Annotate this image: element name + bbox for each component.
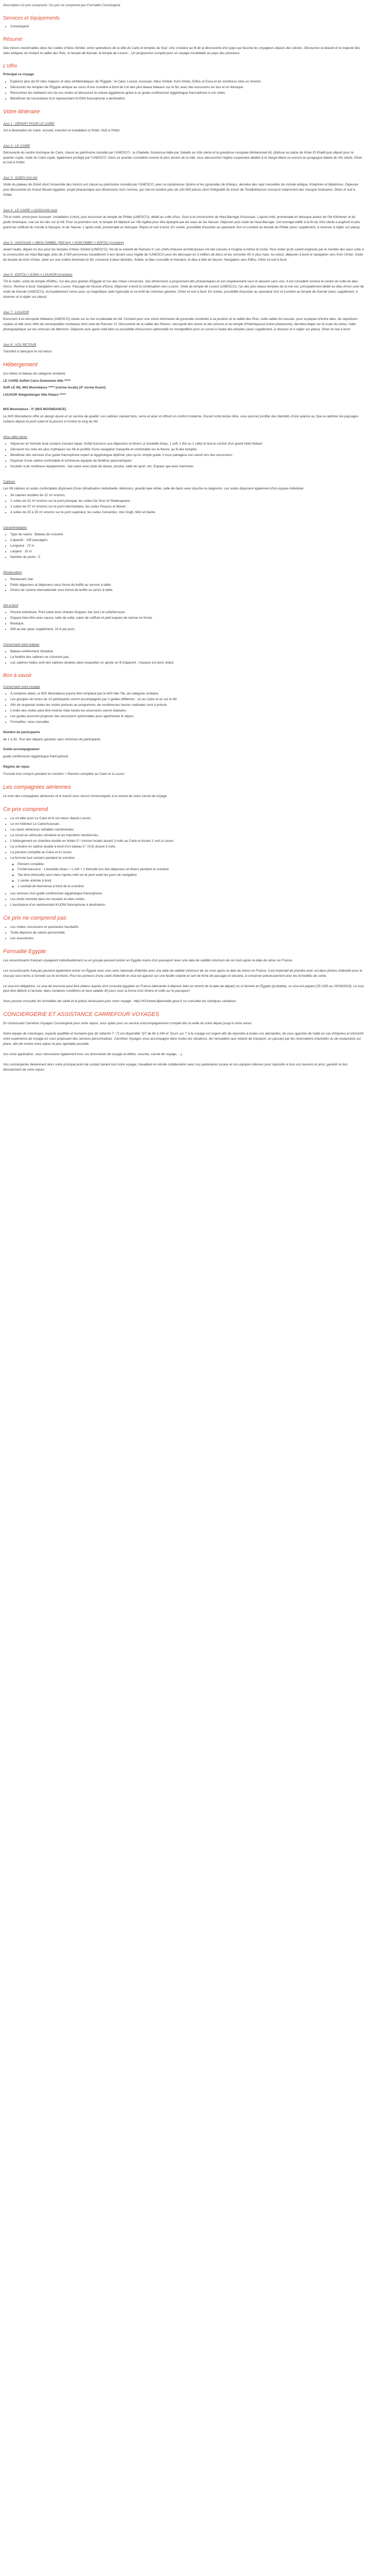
conciergerie-paragraph: Notre équipe de concierges, experte qualifiée et humaine (par dé rattaché 7 / 7) est disponible 7j/7 de 6h à 24h et 7jours sur 7 si le voyage est urgent afin de répondre à toutes vos demandes, de vous apporter de l'aide en cas d'imprévu et d'enrichir votre expérience de voyage en vous proposant des services personnalisés. Carrefour Voyages vous accompagne dans toutes les situations, de l'annulation aux retards de transport, en passant par les réservations d'activités ou de restaurants sur place, afin de rendre votre séjour le plus agréable possible.	[3, 1032, 364, 1046]
day-heading: Jour 2 : LE CAIRE	[3, 144, 30, 148]
list-item: • La pension complète au Caire et à Louxor.	[10, 850, 364, 855]
resume-text: Des trésors inestimables dans les ruelles d'Abou Simbel, entre splendeurs de la ville du Caire et temples du Sud. Une croisière au fil de la découverte d'un pays qui fascine les voyageurs depuis des siècles. Découvrez la beauté et la majesté des sites antiques en visitant la vallée des Rois, le temple de Karnak, le temple de Louxor... Un programme complet pour un voyage inoubliable au pays des pharaons.	[3, 46, 360, 55]
list-item: • La fenêtre des cabines ne s'ouvrent pas.	[10, 655, 364, 660]
hebergement-line: SUR LE NIL M/S Moondance ***** (norme locale) (4* norme Kuoni)	[3, 386, 106, 390]
compagnies-text: Le nom des compagnies aériennes et le transit vous seront communiqués à la remise de votre carnet de voyage	[3, 794, 167, 799]
list-item: • Capacité : 145 passagers	[10, 538, 364, 543]
list-item: • La croisière en cabine double à bord d'un bateau 5 * (4,5) durant 3 nuits.	[10, 844, 364, 850]
list-item: • Longueur : 72 m	[10, 544, 364, 549]
intro-line: Description Ce prix comprend / Ce prix ne comprend pas Formalité Conciergerie	[3, 4, 121, 7]
list-item: • Découvrir les rives les plus mythiques sur Nil et profiter d'une navigation tranquille et confortable sur le fleuve, au fil des temples.	[10, 447, 364, 452]
list-item: • Dîners de cuisine internationale sous forme de buffet ou servis à table.	[10, 588, 364, 593]
list-item: • Largeur : 15 m	[10, 549, 364, 554]
list-item: • Les services d'un guide conférencier égyptologue francophone.	[10, 891, 364, 896]
day-text: Avant l'aube, départ en bus pour les temples d'Abou Simbel (UNESCO). Né de la volonté de Ramsès II, ces chefs-d'œuvre architecturaux ont été creusés à l'origine à même la roche. Pour éviter qu'ils soient engloutis par le montée des eaux suite à la construction du Haut-Barrage, près de 3 000 personnes travaillèrent 3 ans durant sous l'égide de l'UNESCO pour les découper en 3 milliers de blocs et les remonter 65 m plus haut. Au retour, déjeuner à bord et navigation vers Kom Ombo. Visite du temple de Kom Ombo, situé sur une colline dominant le Nil, consacré à deux divinités, Sobek, le dieu crocodile et Haroéris, le dieu à tête de faucon. Navigation vers Edfou. Dîner et nuit à bord.	[3, 247, 364, 262]
list-item: • Les taxes aériennes variables mentionnées.	[10, 827, 364, 833]
day-text: Tôt le matin, envol pour Assouan. Installation à bord, puis excursion au temple de Philae (UNESCO), dédié au culte d'Isis. Suivi à la construction du Haut-Barrage d'Assouan. L'après-midi, promenade en felouque autour de l'île Kitchener et du jardin botanique, vue sur les îles sur le Nil. Pour sa première nuit, le temple fut déplacé sur l'île Agilkia pour être épargné par les eaux du lac Nasser. Déjeuner puis visite du Haut-Barrage. Cet ouvrage édifié à la fin du XXe siècle a englouti le plus grand lac artificiel du monde à l'époque, le lac Nasser. L'après-midi, promenade en felouque. Repos et nuit à bord. En soirée, possibilité d'assister au spectacle Son et Lumière au temple de Philae (avec supplément, à réserver à régler sur place).	[3, 215, 361, 229]
offre-list	[10, 79, 364, 101]
environnement-list	[10, 649, 364, 666]
day-heading: Jour 3 : GIZEH (Vol int)	[3, 176, 38, 180]
conciergerie-paragraph: Vos conciergeries deviennent alors votre principal point de contact durant tout votre voyage, travaillent en étroite collaboration avec nos partenaires locaux et nos équipes internes pour répondre à tous vos besoins et ainsi, garantir le bon déroulement de votre séjour.	[3, 1062, 348, 1072]
compagnies-title: Les compagnies aériennes	[3, 784, 71, 791]
participants-text: de 1 à 30. Tour des départs garantis sans minimum de participants.	[3, 737, 102, 741]
services-list	[10, 24, 364, 29]
list-item: • Petits déjeuners et déjeuners sous forme de buffet au service à table.	[10, 583, 364, 588]
boat-heading: M/S Moondance - 5* (M/S MOONDANCE)	[3, 408, 67, 412]
hebergement-line: (ou hôtels et bateau de catégorie similaire)	[3, 371, 66, 376]
repas-text: Formule tout compris pendant la croisière + Pension complète au Caire et à Louxor	[3, 772, 125, 776]
list-item: • Rencontrez les habitants lors de vos visites et découvrez la culture égyptienne grâce à un guide conférencier égyptologue francophone à vos côtés.	[10, 91, 364, 96]
page-content	[3, 3, 364, 1073]
formalite-title: Formalité Egypte	[3, 948, 46, 955]
hebergement-title: Hébergement	[3, 361, 38, 368]
bon-savoir-heading: Concernant votre voyage	[3, 685, 40, 689]
vous-aimez-list	[10, 442, 364, 469]
prix-ne-comprend-list	[10, 925, 364, 941]
cabines-heading: Cabines	[3, 480, 15, 484]
list-item: • Espace bien-être avec sauna, salle de sotta, salon de coiffure et petit espace de remise en forme.	[10, 616, 364, 621]
prix-comprend-list	[10, 816, 364, 908]
hebergement-line: LE CAIRE Sofitel Cairo Downtown Nile *****	[3, 379, 71, 383]
guide-text: guide conférencier égyptologue francophone	[3, 755, 69, 759]
day-text: Excursion à la nécropole thébaine (UNESCO) située sur la rive occidentale du Nil. Occitant pour une vision étonnante de pyramide combinée à sa position et la vallée des Rois, cette vallée fut creusée, pour la plupart d'entre elles, de sépultures royales et elle nous offre de remarquables tombeaux dont celui de Ramsès VI. Découverte de la vallée des Reines, nécropole des reines et des princes et du temple d'Hatchepsout (reine pharaonne), dernière étape sur la route du retour, halte photographique sur les colosses de Memnon. Déjeuner puis après-midi libre ou possibilité d'excursion optionnelle en montgolfière pour un survol à l'aube des temples (avec supplément, à réserver et à régler sur place). Dîner et nuit à bord.	[3, 317, 358, 331]
list-item: • 2 suites de 37 m² environ sur le pont intermédiaire, les suites Picasso et Monet ;	[10, 504, 364, 510]
list-item: ◦ Forfait boissons : 1 bouteille d'eau + 1 soft + 1 thé/café lors des déjeuners et dîners pendant la croisière	[18, 867, 364, 872]
formalite-link[interactable]: Vous pouvez consulter les formalités de santé et la police nécessaire pour votre voyage : http://XXXwww.diplomatie.gouv.fr ou consulter les rubriques sanitaires.	[3, 999, 237, 1004]
itineraire-title: Votre itinéraire	[3, 108, 40, 115]
list-item: ◦ 1 cocktail de bienvenue à bord de la croisière	[18, 884, 364, 889]
list-item: • Les visites, excursions et spectacles facultatifs.	[10, 925, 364, 930]
list-item: • 4 suites de 25 à 35 m² environ sur le pont supérieur, les suites Cervantes, Van Gogh, Mirò et Dante.	[10, 510, 364, 515]
cabines-text: Les 56 cabines et suites confortables disposent d'une climatisation individuelle, télévision, grande baie vitrée, salle de bains avec douche ou baignoire. Les suites disposent également d'un espace individuel.	[3, 486, 304, 490]
resume-title: Résumé	[3, 37, 23, 43]
list-item: ◦ 1 soirée animée à bord	[18, 878, 364, 884]
list-item: • Type de navire : Bateau de croisière	[10, 532, 364, 537]
day-text: Transfert à l'aéroport et vol retour.	[3, 349, 53, 353]
vous-aimez-heading: Vous allez aimer	[3, 435, 28, 439]
formalite-paragraph: Le visa est obligatoire. Le visa de tourisme peut être obtenu auprès d'un consulat égyptien en France (demande à déposer bien en amont de la date de départ) ou à l'arrivée en Égypte (probable), ce visa est payant (25 USD au 15/04/2023). Le visa peut être délivré à l'arrivée, dans certaines conditions et sera valable 30 jours sous la forme d'un timbre et collé sur le passeport.	[3, 984, 364, 993]
list-item: • L'hébergement en chambre double en hôtels 5 * (norme locale) durant 3 nuits au Caire et durant 1 nuit à Louxor.	[10, 839, 364, 844]
services-title: Services et équipements	[3, 15, 60, 21]
restauration-list	[10, 577, 364, 594]
vie-a-bord-list	[10, 610, 364, 632]
list-item: • Piscine extérieure. Pont soleil avec chaises longues, bar (ext.) et sofa/terrasse.	[10, 610, 364, 615]
list-item: • Les guides pourront proposer des excursions optionnelles pour agrémenter le séjour.	[10, 714, 364, 719]
day-heading: Jour 6 : EDFOU > ESNA > LOUXOR (croisière)	[3, 273, 73, 277]
list-item: • Le vol aller pour Le Caire et le vol retour depuis Louxor.	[10, 816, 364, 821]
list-item: • L'assistance d'un représentant KUONI francophone à destination.	[10, 903, 364, 908]
list-item: • Restaurant, bar.	[10, 577, 364, 582]
caracteristiques-heading: Caractéristiques	[3, 526, 27, 530]
guide-heading: Guide accompagnateur	[3, 748, 40, 752]
list-item: • Le circuit en véhicules climatisé et les transferts mentionnés.	[10, 833, 364, 838]
list-item: • Les cabines triples sont des cabines doubles dans lesquelles on ajoute un lit d'appoint ; l'espace est donc réduit.	[10, 660, 364, 666]
list-item: • Boutique.	[10, 621, 364, 626]
offre-title: L'offre	[3, 63, 18, 69]
day-text: Visite du plateau de Gizeh dont l'ensemble des trésors est classé au patrimoine mondial par l'UNESCO, avec la mystérieuse Sphinx et les pyramides de Khéops, dernière des sept merveilles du monde antique, Khéphren et Mykérinos. Déjeuner puis découverte du Grand Musée égyptien, projet pharaonique aux dimensions hors normes, qui met en lumière plus de 100 000 pièces dont l'intégralité du trésor de Toutânkhamon consacré notamment des masque funéraires. Dîner et nuit à l'hôtel.	[3, 183, 359, 197]
list-item: • Les droits d'entrée dans les musées et sites visités.	[10, 897, 364, 902]
day-heading: Jour 8 : VOL RETOUR	[3, 343, 37, 347]
list-item: • À certaines dates, le M/S Moondance pourra être remplacé par le M/S Nile Tiki, de catégorie similaire.	[10, 691, 364, 697]
conciergerie-paragraph: En choisissant Carrefour Voyages Conciergerie pour votre séjour, vous optez pour un service d'accompagnement complet dès la veille du votre départ jusqu'à votre retour.	[3, 1022, 252, 1026]
list-item: • Explorez plus de 50 sites majeurs et sites emblématiques de l'Egypte : le Caire, Louxor, Assouan, Abou Simbel, Kom Ombo, Edfou et Esna et de nombreux sites en chemin.	[10, 79, 364, 84]
day-heading: Jour 4 : LE CAIRE > ASSOUAN (vol)	[3, 209, 57, 213]
list-item: • Toute dépense de nature personnelle.	[10, 930, 364, 936]
day-text: Tôt le matin, visite du temple d'Edfou, l'un des plus grands d'Egypte et l'un des mieux conservés. Ses dimensions à proprement dits pharaoniques et son emplacement vous le laissent sans voix. Il est considéré comme le centre du culte du dieu Horus. Remise à bord. Navigation vers Louxor. Passage de l'écluse d'Esna. Déjeuner à bord et continuation vers Louxor. Visite du temple de Louxor (UNESCO), l'un des plus beaux temples de la rive est, principalement dédié au dieu Amon suivi de visite de Karnak (UNESCO), incroyablement connu pour sa magnifique salle hypostyle et sa forêt de colonnes géantes. Dîner et nuit à bord. En soirée, possibilité d'assister au spectacle Son et Lumière au temple de Karnak (avec supplément, à réserver et à régler sur place).	[3, 280, 364, 299]
list-item: • L'ordre des visites peut être inversé mais toutes les excursions seront réalisées.	[10, 708, 364, 714]
formalite-paragraph: Les ressortissants français voyageant individuellement ou en groupe peuvent entrer en Egypte munis d'un passeport avec une date de validité minimum de six mois après la date de retour en France.	[3, 958, 294, 962]
day-heading: Jour 1 : DÉPART POUR LE CAIRE	[3, 122, 55, 126]
list-item: ◦ Pension complète	[18, 862, 364, 867]
list-item	[10, 856, 364, 890]
prix-comprend-title: Ce prix comprend	[3, 806, 48, 813]
day-text: Vol à destination du Caire. Accueil, transfert et installation à l'hôtel. Nuit à l'hôtel.	[3, 128, 120, 132]
list-item: • Wifi au bar (avec supplément, 10 € par jour).	[10, 627, 364, 632]
repas-heading: Régime de repas	[3, 765, 30, 769]
cabines-list	[10, 493, 364, 515]
list-item: • Nombre de ponts : 5	[10, 555, 364, 560]
prix-comprend-sublist	[18, 862, 364, 890]
list-item: • Le vol intérieur Le Caire/Assouan.	[10, 822, 364, 827]
prix-ne-comprend-title: Ce prix ne comprend pas	[3, 914, 67, 921]
list-item: • Disposer d'une cabine confortable et lumineuse équipée de fenêtres panoramiques.	[10, 459, 364, 464]
day-heading: Jour 5 : ASSOUAN > ABOU SIMBEL (500 km) > KOM OMBO > EDFOU (croisière)	[3, 241, 124, 245]
formalite-paragraph: Les ressortissants français peuvent également entrer en Égypte avec une carte nationale d'identité avec une date de validité minimum de six mois après la date de retour en France. Il est impératif de prendre avec soi deux photos d'identité pour le visa qui sera remis à l'arrivée sur le territoire. Pour les porteurs d'une carte d'identité le visa est apposé sur une feuille volante et sert de fiche de passage en douane, à conserver précieusement pour les formalités de sortie.	[3, 969, 363, 978]
list-item: • Découvrez les temples de l'Egypte antique au cours d'une croisière à bord de l'un des plus beaux bateaux sur le Nil, avec des excursions en bus et en felouque.	[10, 85, 364, 90]
offre-subtitle: Principal ce voyage	[3, 73, 34, 77]
list-item: • Bénéficiez de l'assistance d'un représentant KUONI francophone à destination.	[10, 96, 364, 101]
caracteristiques-list	[10, 532, 364, 560]
participants-heading: Nombre de participants	[3, 730, 40, 734]
list-item: • Séjourner en formule boat compris incluant repas, forfait boissons aux déjeuners et dîners (1 bouteille d'eau, 1 soft, 1 thé ou 1 café) et tout le confort d'un grand hôtel flottant.	[10, 442, 364, 447]
list-item: • Afin de respecter toutes les visites prévues au programme, de nombreuses heures matinales sont à prévoir.	[10, 703, 364, 708]
environnement-heading: Concernant votre bateau	[3, 642, 40, 647]
list-item: • Accéder à de nombreux équipements : bar-salon avec piste de danse, piscine, salle de sport, etc. Espace spa avec hammam.	[10, 464, 364, 469]
list-item: • Bénéficier des services d'un guide francophone expert et égyptologue diplômé, plus qu'un simple guide, il vous partagera son savoir lors des excursions.	[10, 453, 364, 458]
conciergerie-title: CONCIERGERIE ET ASSISTANCE CARREFOUR VOYAGES	[3, 1011, 159, 1018]
list-item: • Bateau entièrement climatisé.	[10, 649, 364, 654]
bon-savoir-title: Bon à savoir	[3, 672, 32, 679]
day-heading: Jour 7 : LOUXOR	[3, 311, 29, 315]
list-item: • Conciergerie	[10, 24, 364, 29]
list-item-label: La formule tout compris pendant la croisière.	[10, 856, 76, 860]
vie-a-bord-heading: Vie à bord	[3, 604, 19, 608]
list-item: • Les groupes de moins de 10 participants seront accompagnés par 2 guides différents : un au Caire et un sur le Nil.	[10, 697, 364, 702]
list-item: ◦ Tea time (thé/café) servi dans l'après-midi sur le pont soleil les jours de navigation	[18, 873, 364, 878]
list-item: • Formalités, nous consulter.	[10, 720, 364, 725]
bon-savoir-list	[10, 691, 364, 725]
boat-text: Le M/S Moondance offre un design épuré et un service de qualité. Les cabines mariant bois, verre et acier et offrent un confort moderne. Durant votre temps libre, vous pourrez profiter des bienfaits d'une séance au Spa ou admirer les paysages nubiens depuis le pont-soleil et la piscine à l'ombre le long du Nil.	[3, 415, 359, 424]
restauration-heading: Restauration	[3, 570, 22, 574]
list-item: • Les assurances.	[10, 936, 364, 941]
day-text: Découverte du centre historique du Caire, classé au patrimoine mondial par l'UNESCO : la Citadelle, forteresse bâtie par Saladin au XIIe siècle et la grandiose mosquée Mohammed Ali, (bâtisse au bazar de Khan El Khalili puis départ pour le quartier copte, visite du Caire copte, également protégé par l'UNESCO. Dans ce quartier considéré comme le plus ancien de la ville, vous découvrirez l'église suspendue dédiée à la Vierge Marie ou encore la synagogue datant du IXe siècle. Dîner et nuit à l'hôtel.	[3, 150, 363, 165]
conciergerie-paragraph: Vos voire application, vous retrouverez également tous vos documents de voyage (e-billets, voucher, carnet de voyage, ...).	[3, 1053, 183, 1057]
list-item: • 34 cabines doubles de 22 m² environ,	[10, 493, 364, 498]
list-item: • 2 suites de 32 m² environ sur le pont principal, les suites De Vinci et Shakespeare ;	[10, 499, 364, 504]
hebergement-line: LOUXOR Steigenberger Nile Palace *****	[3, 393, 66, 397]
